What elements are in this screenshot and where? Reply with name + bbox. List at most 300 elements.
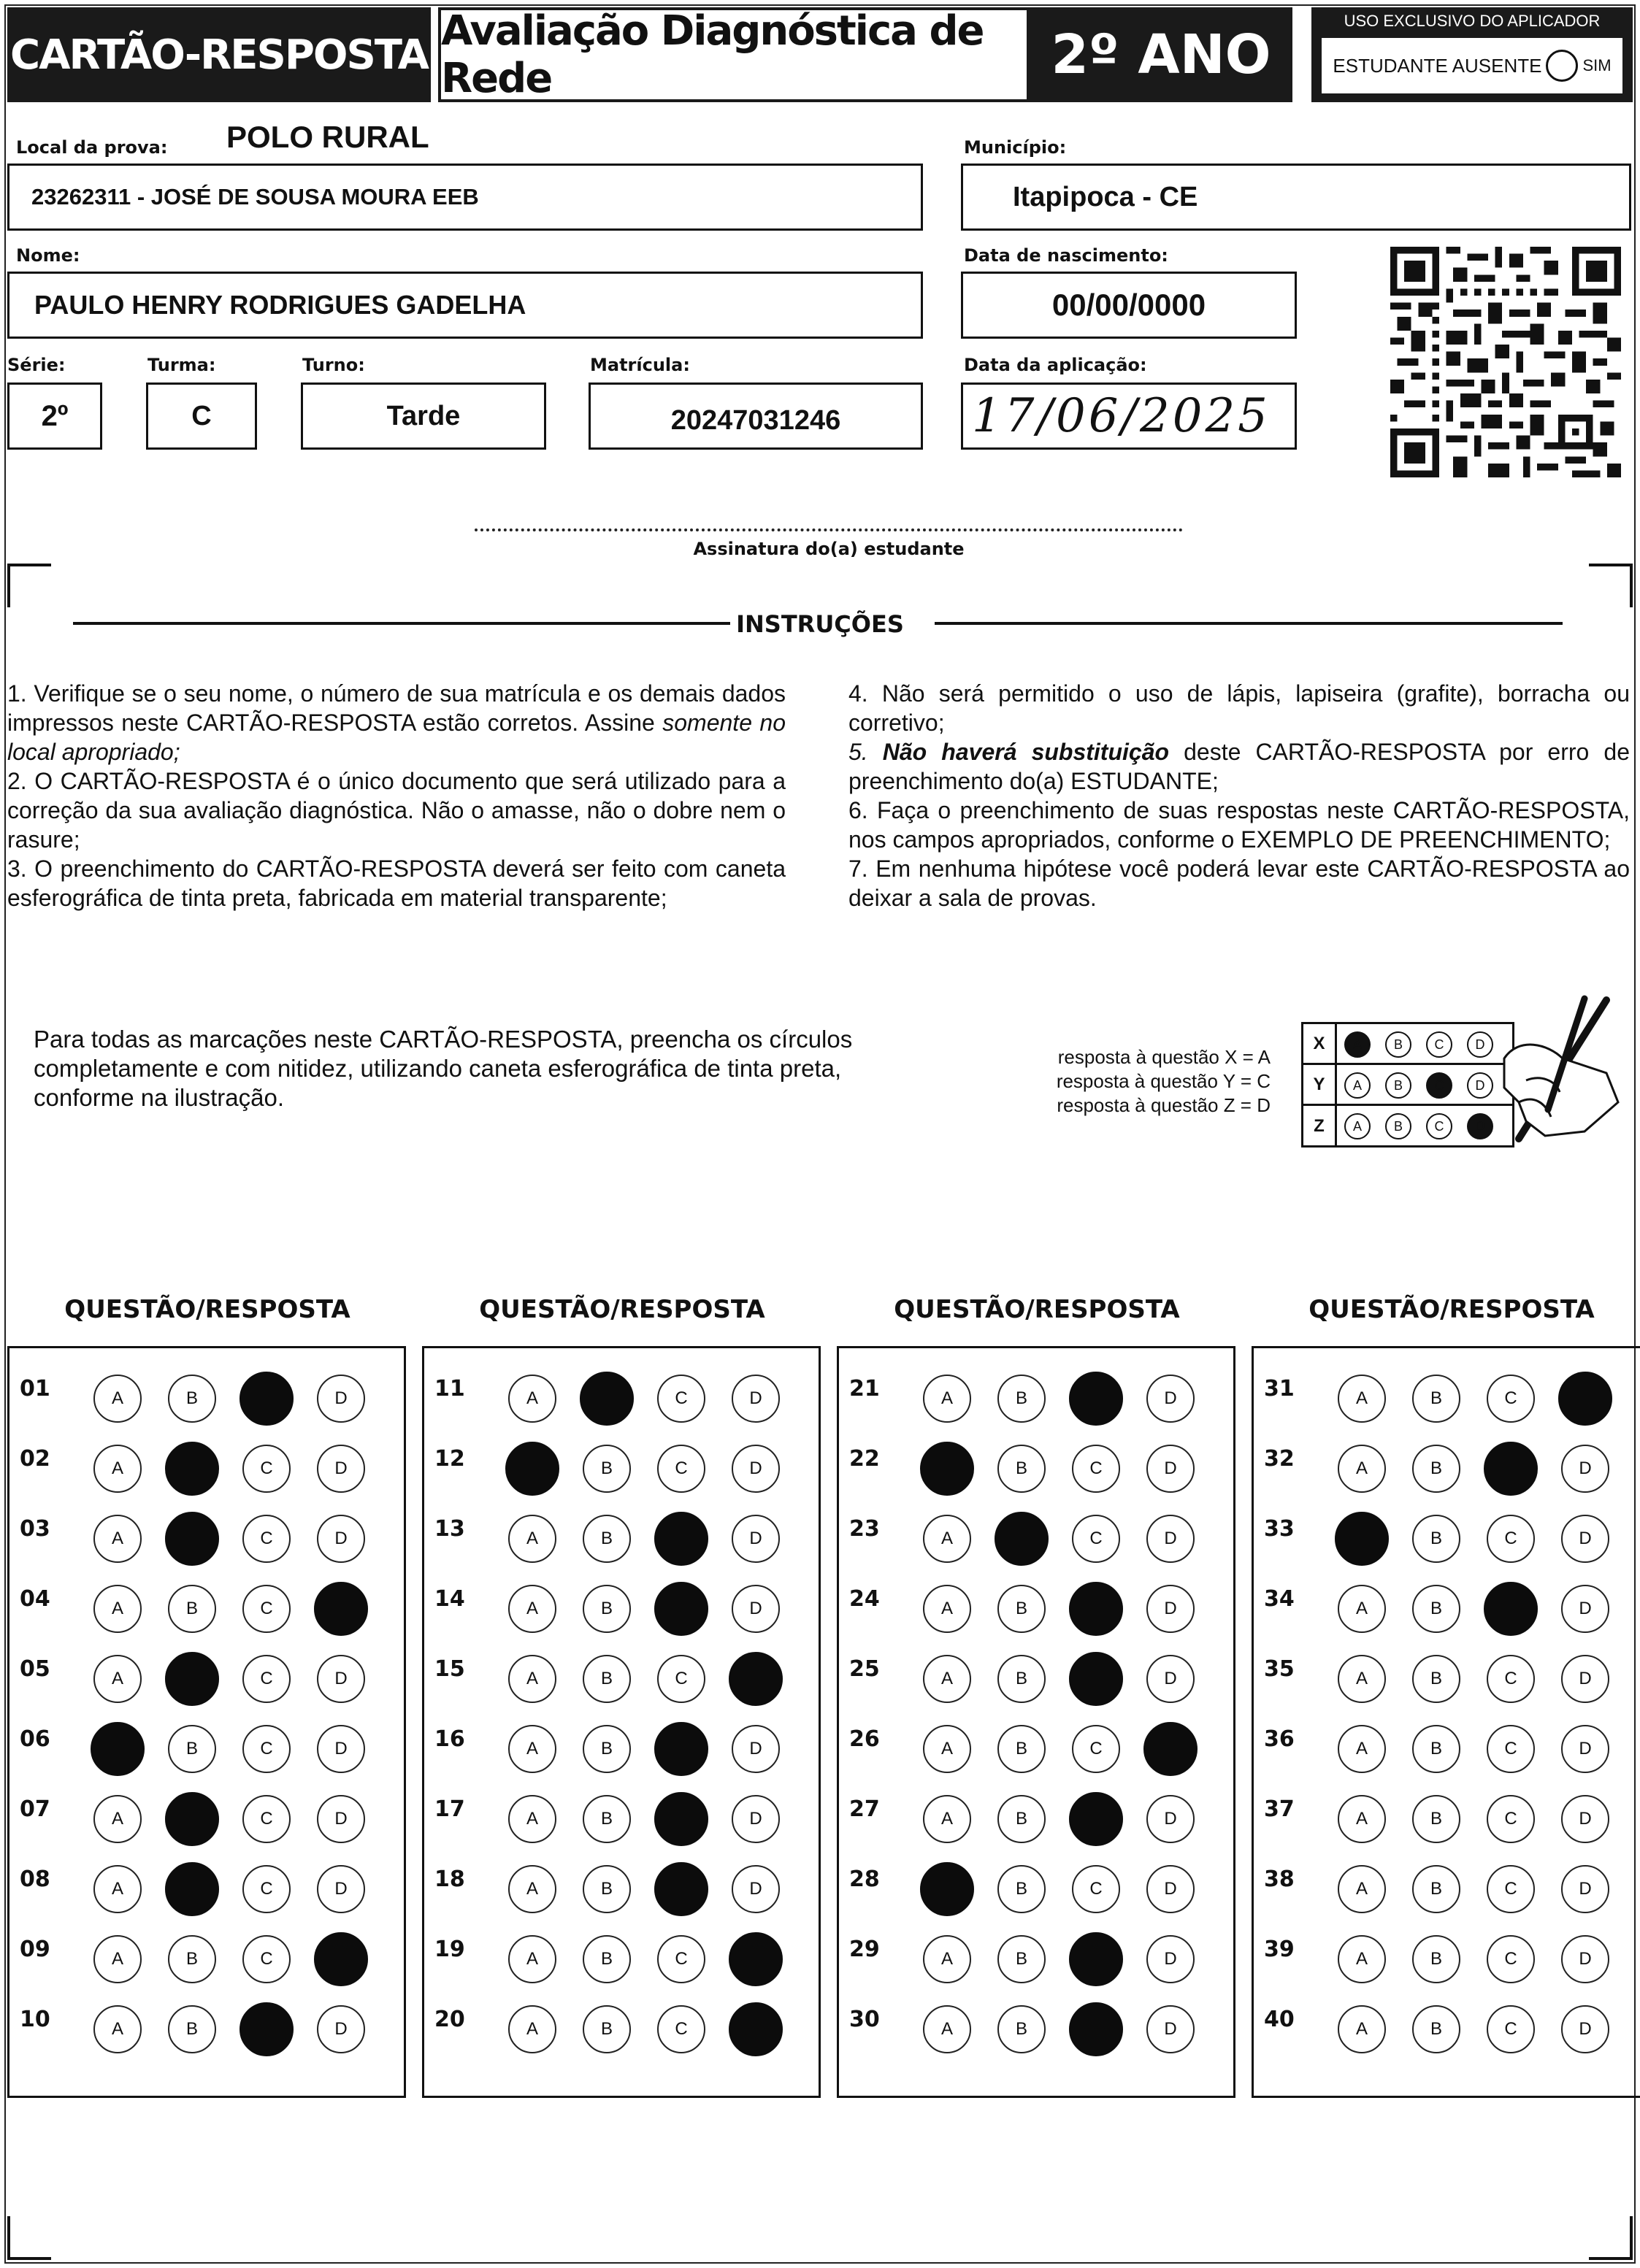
pen-hand-illustration [1475, 993, 1625, 1153]
answer-bubble-a[interactable]: A [923, 1515, 971, 1563]
answer-bubble-c[interactable] [654, 1512, 708, 1566]
question-row [424, 1707, 819, 1777]
answer-bubble-d[interactable] [729, 1932, 783, 1986]
answer-bubble-a[interactable]: A [93, 1515, 142, 1563]
question-number: 12 [434, 1446, 465, 1472]
answer-bubble-c[interactable]: C [242, 1585, 291, 1633]
answer-bubble-a[interactable] [920, 1862, 974, 1916]
answer-bubble-c[interactable]: C [1487, 1725, 1535, 1773]
answer-bubble-b[interactable]: B [1412, 1795, 1460, 1843]
example-bubble-d: D [1467, 1031, 1493, 1058]
turno-value: Tarde [386, 400, 461, 431]
answer-bubble-c[interactable]: C [1072, 1515, 1120, 1563]
answer-bubble-b[interactable]: B [583, 1725, 631, 1773]
aplicacao-field [961, 383, 1297, 450]
answer-bubble-c[interactable] [1069, 1372, 1123, 1426]
question-row [424, 1918, 819, 1988]
question-number: 32 [1264, 1446, 1295, 1472]
answer-bubble-b[interactable]: B [997, 1865, 1046, 1913]
answer-bubble-b[interactable]: B [1412, 1515, 1460, 1563]
question-number: 13 [434, 1516, 465, 1542]
question-row [1254, 1497, 1640, 1567]
question-row [839, 1707, 1233, 1777]
answer-bubble-a[interactable]: A [1338, 1795, 1386, 1843]
answer-bubble-b[interactable]: B [997, 1585, 1046, 1633]
answer-bubble-c[interactable]: C [657, 1935, 705, 1983]
question-number: 40 [1264, 2007, 1295, 2032]
answer-column-1 [7, 1346, 406, 2098]
answer-bubble-d[interactable] [1143, 1722, 1198, 1776]
answer-bubble-b[interactable]: B [583, 1515, 631, 1563]
answer-bubble-d[interactable]: D [317, 1795, 365, 1843]
answer-bubble-d[interactable] [1558, 1372, 1612, 1426]
answer-bubble-b[interactable]: B [583, 1445, 631, 1493]
answer-bubble-a[interactable] [505, 1442, 559, 1496]
aplicacao-value: 17/06/2025 [972, 389, 1271, 443]
answer-bubble-c[interactable]: C [1487, 1795, 1535, 1843]
answer-bubble-c[interactable]: C [1487, 1935, 1535, 1983]
aplicacao-label: Data da aplicação: [964, 355, 1147, 375]
answer-bubble-a[interactable]: A [93, 1655, 142, 1703]
answer-bubble-c[interactable] [1069, 1792, 1123, 1846]
answer-bubble-b[interactable]: B [1412, 1655, 1460, 1703]
answer-bubble-a[interactable]: A [93, 1375, 142, 1423]
answer-bubble-d[interactable]: D [1561, 1655, 1609, 1703]
nascimento-label: Data de nascimento: [964, 245, 1168, 266]
answer-bubble-c[interactable] [1484, 1582, 1538, 1636]
question-row [9, 1777, 404, 1848]
instructions-left [7, 679, 786, 912]
answer-bubble-a[interactable]: A [93, 1935, 142, 1983]
question-number: 05 [20, 1656, 50, 1682]
question-number: 34 [1264, 1586, 1295, 1612]
answer-bubble-d[interactable] [729, 2002, 783, 2056]
answer-bubble-c[interactable]: C [1487, 1865, 1535, 1913]
answer-bubble-d[interactable]: D [1561, 1515, 1609, 1563]
answer-bubble-b[interactable]: B [1412, 2005, 1460, 2053]
answer-bubble-b[interactable] [165, 1862, 219, 1916]
question-number: 22 [849, 1446, 880, 1472]
answer-bubble-b[interactable] [165, 1512, 219, 1566]
local-field [7, 164, 923, 231]
answer-bubble-d[interactable]: D [317, 1515, 365, 1563]
example-line-z: resposta à questão Z = D [1057, 1094, 1271, 1116]
answer-bubble-a[interactable]: A [93, 1795, 142, 1843]
answer-bubble-a[interactable]: A [1338, 1655, 1386, 1703]
answer-bubble-d[interactable]: D [1146, 1445, 1195, 1493]
answer-bubble-d[interactable]: D [317, 1865, 365, 1913]
question-number: 20 [434, 2007, 465, 2032]
local-label: Local da prova: [16, 137, 168, 158]
local-polo: POLO RURAL [226, 120, 429, 154]
answer-bubble-a[interactable]: A [1338, 2005, 1386, 2053]
question-number: 06 [20, 1726, 50, 1752]
answer-bubble-d[interactable]: D [1146, 1585, 1195, 1633]
question-row [9, 1848, 404, 1918]
answer-bubble-d[interactable]: D [317, 1375, 365, 1423]
question-row [839, 1637, 1233, 1707]
card-title: CARTÃO-RESPOSTA [7, 7, 431, 102]
example-line-y: resposta à questão Y = C [1056, 1070, 1271, 1092]
municipio-value: Itapipoca - CE [1013, 181, 1198, 212]
answer-bubble-d[interactable]: D [317, 1725, 365, 1773]
question-number: 19 [434, 1937, 465, 1962]
answer-bubble-a[interactable]: A [508, 1515, 556, 1563]
answer-column-2 [422, 1346, 821, 2098]
example-row-label: Z [1303, 1106, 1337, 1147]
answer-bubble-c[interactable] [1484, 1442, 1538, 1496]
answer-bubble-c[interactable] [654, 1582, 708, 1636]
answer-bubble-a[interactable]: A [1338, 1375, 1386, 1423]
answer-bubble-b[interactable]: B [1412, 1935, 1460, 1983]
question-row [424, 1988, 819, 2058]
question-row [1254, 1427, 1640, 1497]
answer-bubble-c[interactable] [1069, 2002, 1123, 2056]
answer-bubble-b[interactable]: B [1412, 1445, 1460, 1493]
question-row [839, 1427, 1233, 1497]
instruction-3: 3. O preenchimento do CARTÃO-RESPOSTA deverá ser feito com caneta esferográfica de tinta preta, fabricada em material transparente; [7, 856, 786, 911]
question-number: 15 [434, 1656, 465, 1682]
question-row [424, 1637, 819, 1707]
question-row [424, 1497, 819, 1567]
answer-bubble-a[interactable]: A [923, 1375, 971, 1423]
answer-bubble-c[interactable]: C [242, 1795, 291, 1843]
answer-bubble-b[interactable]: B [1412, 1725, 1460, 1773]
answer-bubble-a[interactable]: A [508, 1865, 556, 1913]
question-number: 04 [20, 1586, 50, 1612]
example-bubble-d: D [1467, 1113, 1493, 1139]
grid-title: QUESTÃO/RESPOSTA [1308, 1295, 1595, 1324]
matricula-value: 20247031246 [670, 404, 841, 436]
example-bubble-a: A [1344, 1072, 1371, 1099]
question-number: 36 [1264, 1726, 1295, 1752]
answer-bubble-b[interactable]: B [583, 1865, 631, 1913]
answer-bubble-c[interactable] [1069, 1582, 1123, 1636]
answer-bubble-a[interactable]: A [923, 1655, 971, 1703]
answer-bubble-a[interactable]: A [508, 1655, 556, 1703]
question-row [1254, 1707, 1640, 1777]
answer-bubble-d[interactable]: D [732, 1515, 780, 1563]
question-row [9, 1637, 404, 1707]
absent-option: SIM [1582, 56, 1612, 74]
answer-bubble-d[interactable]: D [1146, 1935, 1195, 1983]
nome-value: PAULO HENRY RODRIGUES GADELHA [34, 290, 526, 320]
answer-bubble-c[interactable]: C [1072, 1725, 1120, 1773]
question-number: 37 [1264, 1796, 1295, 1822]
question-number: 31 [1264, 1376, 1295, 1402]
answer-column-3 [837, 1346, 1235, 2098]
instruction-4: 4. Não será permitido o uso de lápis, lapiseira (grafite), borracha ou corretivo; [848, 680, 1630, 736]
question-row [839, 1497, 1233, 1567]
matricula-label: Matrícula: [590, 355, 690, 375]
municipio-label: Município: [964, 137, 1067, 158]
applicator-title: USO EXCLUSIVO DO APLICADOR [1344, 12, 1601, 30]
answer-bubble-b[interactable]: B [1412, 1375, 1460, 1423]
question-number: 16 [434, 1726, 465, 1752]
answer-bubble-c[interactable]: C [1487, 1375, 1535, 1423]
question-number: 02 [20, 1446, 50, 1472]
question-row [9, 1357, 404, 1427]
answer-bubble-a[interactable]: A [508, 2005, 556, 2053]
question-row [424, 1848, 819, 1918]
answer-bubble-b[interactable]: B [583, 1585, 631, 1633]
turno-field [301, 383, 546, 450]
answer-bubble-a[interactable]: A [1338, 1725, 1386, 1773]
example-bubble-b: B [1385, 1113, 1411, 1139]
corner-mark-bottom-right [1589, 2216, 1633, 2260]
answer-bubble-c[interactable] [654, 1862, 708, 1916]
answer-bubble-a[interactable]: A [1338, 1585, 1386, 1633]
answer-bubble-d[interactable]: D [1146, 1375, 1195, 1423]
answer-bubble-c[interactable]: C [242, 1515, 291, 1563]
answer-bubble-d[interactable] [314, 1932, 368, 1986]
answer-bubble-a[interactable]: A [93, 1585, 142, 1633]
question-row [1254, 1918, 1640, 1988]
question-number: 35 [1264, 1656, 1295, 1682]
answer-bubble-b[interactable]: B [168, 1375, 216, 1423]
question-number: 27 [849, 1796, 880, 1822]
answer-bubble-d[interactable]: D [1561, 1795, 1609, 1843]
answer-bubble-b[interactable]: B [997, 1445, 1046, 1493]
answer-bubble-d[interactable]: D [732, 1725, 780, 1773]
question-row [9, 1497, 404, 1567]
answer-bubble-b[interactable]: B [1412, 1865, 1460, 1913]
answer-bubble-d[interactable]: D [1561, 1865, 1609, 1913]
serie-field [7, 383, 102, 450]
municipio-field [961, 164, 1631, 231]
answer-bubble-a[interactable]: A [93, 1865, 142, 1913]
answer-bubble-b[interactable]: B [168, 1935, 216, 1983]
answer-bubble-b[interactable] [165, 1652, 219, 1706]
answer-bubble-a[interactable]: A [923, 1725, 971, 1773]
local-value: 23262311 - JOSÉ DE SOUSA MOURA EEB [31, 184, 479, 209]
question-row [1254, 1988, 1640, 2058]
answer-bubble-b[interactable]: B [168, 2005, 216, 2053]
answer-bubble-b[interactable]: B [583, 1935, 631, 1983]
answer-bubble-d[interactable]: D [732, 1585, 780, 1633]
question-row [1254, 1848, 1640, 1918]
answer-bubble-d[interactable]: D [1146, 1865, 1195, 1913]
question-row [839, 1918, 1233, 1988]
answer-bubble-d[interactable]: D [1561, 2005, 1609, 2053]
example-bubble-c: C [1426, 1031, 1452, 1058]
answer-bubble-c[interactable]: C [1072, 1445, 1120, 1493]
question-row [424, 1357, 819, 1427]
answer-bubble-d[interactable]: D [1561, 1585, 1609, 1633]
question-row [424, 1777, 819, 1848]
question-number: 01 [20, 1376, 50, 1402]
instruction-7: 7. Em nenhuma hipótese você poderá levar este CARTÃO-RESPOSTA ao deixar a sala de provas. [848, 856, 1630, 911]
question-number: 24 [849, 1586, 880, 1612]
signature-line[interactable] [475, 528, 1183, 531]
answer-bubble-b[interactable]: B [168, 1725, 216, 1773]
answer-bubble-a[interactable]: A [923, 1795, 971, 1843]
answer-bubble-a[interactable]: A [923, 2005, 971, 2053]
answer-bubble-d[interactable]: D [732, 1445, 780, 1493]
serie-label: Série: [7, 355, 66, 375]
answer-bubble-d[interactable]: D [732, 1865, 780, 1913]
nascimento-value: 00/00/0000 [1051, 288, 1206, 322]
question-row [839, 1777, 1233, 1848]
answer-bubble-c[interactable]: C [242, 1655, 291, 1703]
answer-bubble-a[interactable]: A [1338, 1865, 1386, 1913]
grid-title: QUESTÃO/RESPOSTA [479, 1295, 765, 1324]
question-number: 25 [849, 1656, 880, 1682]
turma-label: Turma: [147, 355, 216, 375]
question-number: 26 [849, 1726, 880, 1752]
question-number: 28 [849, 1867, 880, 1892]
answer-bubble-a[interactable]: A [508, 1795, 556, 1843]
question-number: 17 [434, 1796, 465, 1822]
answer-bubble-a[interactable]: A [1338, 1935, 1386, 1983]
answer-bubble-c[interactable]: C [1487, 1515, 1535, 1563]
answer-bubble-c[interactable]: C [657, 1375, 705, 1423]
answer-bubble-b[interactable]: B [997, 1725, 1046, 1773]
answer-bubble-d[interactable]: D [317, 1655, 365, 1703]
question-number: 21 [849, 1376, 880, 1402]
signature-label: Assinatura do(a) estudante [693, 539, 965, 559]
example-bubble-c: C [1426, 1072, 1452, 1099]
answer-bubble-c[interactable] [1069, 1652, 1123, 1706]
answer-bubble-d[interactable]: D [1146, 1655, 1195, 1703]
example-bubble-a: A [1344, 1113, 1371, 1139]
answer-bubble-a[interactable] [920, 1442, 974, 1496]
answer-bubble-b[interactable]: B [997, 1375, 1046, 1423]
grid-title: QUESTÃO/RESPOSTA [894, 1295, 1180, 1324]
answer-bubble-a[interactable]: A [93, 1445, 142, 1493]
turma-field [146, 383, 257, 450]
question-row [839, 1988, 1233, 2058]
answer-bubble-b[interactable]: B [997, 1935, 1046, 1983]
absent-label: ESTUDANTE AUSENTE [1333, 54, 1542, 77]
answer-bubble-d[interactable]: D [317, 1445, 365, 1493]
question-number: 33 [1264, 1516, 1295, 1542]
answer-bubble-c[interactable] [240, 2002, 294, 2056]
question-row [424, 1427, 819, 1497]
question-number: 18 [434, 1867, 465, 1892]
answer-bubble-c[interactable]: C [1487, 2005, 1535, 2053]
answer-bubble-c[interactable] [654, 1792, 708, 1846]
answer-bubble-b[interactable]: B [583, 1795, 631, 1843]
answer-bubble-a[interactable]: A [1338, 1445, 1386, 1493]
example-line-x: resposta à questão X = A [1057, 1046, 1271, 1068]
question-row [1254, 1357, 1640, 1427]
answer-bubble-a[interactable]: A [508, 1585, 556, 1633]
turma-value: C [191, 400, 212, 431]
answer-bubble-d[interactable] [314, 1582, 368, 1636]
answer-bubble-a[interactable] [91, 1722, 145, 1776]
answer-bubble-d[interactable]: D [732, 1795, 780, 1843]
answer-bubble-c[interactable]: C [657, 1445, 705, 1493]
answer-bubble-b[interactable] [165, 1442, 219, 1496]
answer-bubble-d[interactable]: D [317, 2005, 365, 2053]
example-bubble-b: B [1385, 1031, 1411, 1058]
answer-bubble-a[interactable]: A [923, 1585, 971, 1633]
question-number: 11 [434, 1376, 465, 1402]
answer-bubble-a[interactable]: A [508, 1375, 556, 1423]
answer-bubble-d[interactable]: D [1146, 1795, 1195, 1843]
answer-bubble-a[interactable]: A [93, 2005, 142, 2053]
example-row-label: Y [1303, 1065, 1337, 1104]
answer-bubble-c[interactable]: C [242, 1935, 291, 1983]
fill-hint: Para todas as marcações neste CARTÃO-RESPOSTA, preencha os círculos completamente e com nitidez, utilizando caneta esferográfica de tinta preta, conforme na ilustração. [34, 1026, 853, 1111]
answer-bubble-a[interactable]: A [508, 1935, 556, 1983]
answer-bubble-c[interactable]: C [657, 1655, 705, 1703]
question-row [839, 1357, 1233, 1427]
answer-bubble-b[interactable] [995, 1512, 1049, 1566]
qr-code [1390, 247, 1621, 477]
nascimento-field [961, 272, 1297, 339]
absent-bubble[interactable] [1546, 50, 1578, 82]
answer-bubble-c[interactable]: C [242, 1445, 291, 1493]
assessment-title: Avaliação Diagnóstica de Rede [438, 7, 1030, 102]
matricula-field [589, 383, 923, 450]
answer-bubble-d[interactable]: D [732, 1375, 780, 1423]
example-row-label: X [1303, 1024, 1337, 1063]
answer-bubble-b[interactable]: B [997, 1795, 1046, 1843]
nome-label: Nome: [16, 245, 80, 266]
answer-bubble-b[interactable]: B [997, 1655, 1046, 1703]
answer-bubble-c[interactable] [1069, 1932, 1123, 1986]
nome-field [7, 272, 923, 339]
answer-bubble-c[interactable]: C [1072, 1865, 1120, 1913]
answer-bubble-b[interactable]: B [997, 2005, 1046, 2053]
example-bubble-d: D [1467, 1072, 1493, 1099]
question-row [839, 1848, 1233, 1918]
answer-bubble-b[interactable]: B [583, 2005, 631, 2053]
answer-bubble-a[interactable]: A [508, 1725, 556, 1773]
answer-bubble-b[interactable]: B [583, 1655, 631, 1703]
answer-bubble-b[interactable] [580, 1372, 634, 1426]
question-number: 38 [1264, 1867, 1295, 1892]
answer-bubble-d[interactable] [729, 1652, 783, 1706]
question-row [9, 1707, 404, 1777]
applicator-box [1311, 7, 1633, 102]
example-bubble-a: A [1344, 1031, 1371, 1058]
instruction-2: 2. O CARTÃO-RESPOSTA é o único documento que será utilizado para a correção da sua avaliação diagnóstica. Não o amasse, não o dobre nem o rasure; [7, 768, 786, 853]
answer-bubble-c[interactable] [240, 1372, 294, 1426]
answer-bubble-a[interactable] [1335, 1512, 1389, 1566]
example-legend [1027, 1045, 1271, 1118]
grade-badge: 2º ANO [1030, 7, 1292, 102]
answer-bubble-b[interactable]: B [168, 1585, 216, 1633]
question-number: 29 [849, 1937, 880, 1962]
instructions-right [848, 679, 1630, 912]
absent-field [1322, 38, 1622, 93]
answer-bubble-c[interactable]: C [242, 1865, 291, 1913]
question-number: 23 [849, 1516, 880, 1542]
answer-bubble-c[interactable]: C [242, 1725, 291, 1773]
answer-bubble-d[interactable]: D [1561, 1725, 1609, 1773]
serie-value: 2º [41, 399, 69, 432]
instruction-1: 1. Verifique se o seu nome, o número de sua matrícula e os demais dados impressos neste CARTÃO-RESPOSTA estão corretos. Assine somente no local apropriado; [7, 680, 786, 765]
answer-bubble-b[interactable] [165, 1792, 219, 1846]
instructions-title: INSTRUÇÕES [736, 610, 904, 638]
answer-column-4 [1252, 1346, 1640, 2098]
answer-bubble-c[interactable] [654, 1722, 708, 1776]
question-row [1254, 1567, 1640, 1637]
question-number: 09 [20, 1937, 50, 1962]
answer-bubble-d[interactable]: D [1561, 1445, 1609, 1493]
answer-bubble-d[interactable]: D [1146, 2005, 1195, 2053]
answer-bubble-b[interactable]: B [1412, 1585, 1460, 1633]
example-bubble-c: C [1426, 1113, 1452, 1139]
answer-bubble-c[interactable]: C [1487, 1655, 1535, 1703]
answer-bubble-d[interactable]: D [1561, 1935, 1609, 1983]
answer-bubble-d[interactable]: D [1146, 1515, 1195, 1563]
answer-bubble-a[interactable]: A [923, 1935, 971, 1983]
answer-bubble-c[interactable]: C [657, 2005, 705, 2053]
